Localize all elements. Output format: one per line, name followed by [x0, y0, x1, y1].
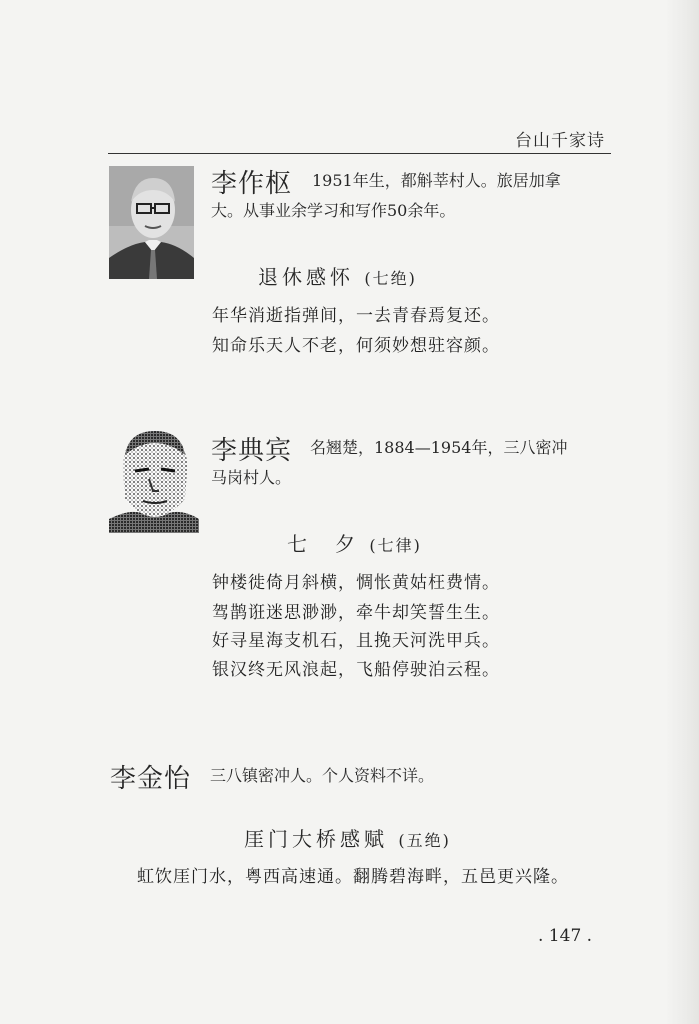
- poem-form: (五绝): [398, 831, 451, 850]
- poem-form: (七律): [369, 536, 422, 555]
- poem-line: 好寻星海支机石，且挽天河洗甲兵。: [212, 631, 500, 651]
- poem-line: 虹饮厓门水，粤西高速通。翻腾碧海畔，五邑更兴隆。: [137, 867, 569, 887]
- poem-title-text: 七 夕: [287, 532, 359, 556]
- poem-title: [244, 823, 451, 852]
- running-head: 台山千家诗: [515, 131, 605, 151]
- poem-title: [258, 261, 417, 290]
- poem-form: (七绝): [364, 269, 417, 288]
- author-bio-line: 名翘楚，1884—1954年，三八密冲: [310, 438, 568, 457]
- author-photo-li-zuoshu: [109, 166, 194, 279]
- header-rule: [108, 153, 611, 154]
- poem-title: [287, 528, 422, 557]
- author-name: 李作枢: [211, 169, 293, 199]
- author-bio-line: 大。从事业余学习和写作50余年。: [211, 201, 456, 220]
- poem-title-text: 厓门大桥感赋: [244, 827, 388, 851]
- author-bio-line: 马岗村人。: [211, 468, 292, 487]
- author-bio-line: 三八镇密冲人。个人资料不详。: [210, 766, 435, 785]
- author-name: 李金怡: [110, 764, 192, 794]
- page-number: . 147 .: [538, 926, 593, 946]
- author-portrait-li-dianbin: [109, 425, 199, 533]
- poem-line: 知命乐天人不老，何须妙想驻容颜。: [212, 336, 500, 356]
- poem-title-text: 退休感怀: [258, 265, 354, 289]
- poem-line: 银汉终无风浪起，飞船停驶泊云程。: [212, 660, 500, 680]
- poem-line: 年华消逝指弹间，一去青春焉复还。: [212, 306, 500, 326]
- poem-line: 钟楼徙倚月斜横，惆怅黄姑枉费情。: [212, 573, 500, 593]
- page-edge: [665, 0, 699, 1024]
- author-bio-line: 1951年生，都斛莘村人。旅居加拿: [312, 171, 561, 190]
- author-name: 李典宾: [211, 436, 293, 466]
- poem-line: 驾鹊诳迷思渺渺，牵牛却笑誓生生。: [212, 603, 500, 623]
